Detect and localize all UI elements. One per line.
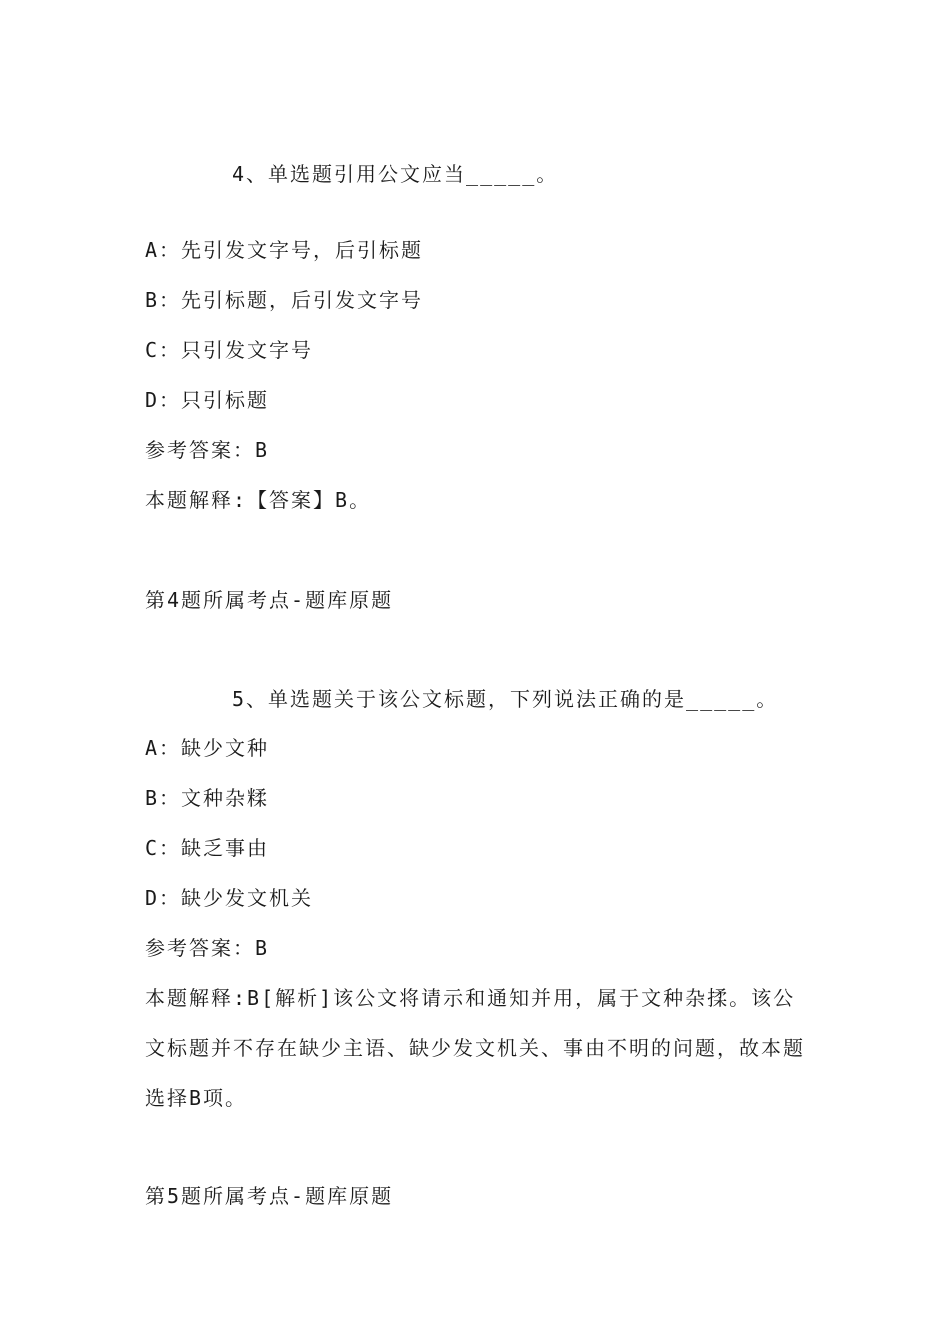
question-5-title: 5、单选题关于该公文标题，下列说法正确的是_____。 bbox=[232, 687, 779, 711]
question-4-title: 4、单选题引用公文应当_____。 bbox=[232, 162, 559, 186]
question-4-explanation: 本题解释:【答案】B。 bbox=[145, 488, 372, 512]
question-5-option-c: C：缺乏事由 bbox=[145, 836, 270, 860]
question-5-option-b: B：文种杂糅 bbox=[145, 786, 270, 810]
question-5-option-a: A：缺少文种 bbox=[145, 736, 270, 760]
question-5-option-d: D：缺少发文机关 bbox=[145, 886, 314, 910]
question-4-source: 第4题所属考点-题库原题 bbox=[145, 588, 394, 612]
question-4-option-c: C：只引发文字号 bbox=[145, 338, 314, 362]
question-5-explanation: 本题解释:B[解析]该公文将请示和通知并用，属于文种杂揉。该公文标题并不存在缺少主语、缺少发文机关、事由不明的问题，故本题选择B项。 bbox=[145, 986, 805, 1110]
question-5-answer: 参考答案：B bbox=[145, 936, 270, 960]
question-4-option-b: B：先引标题，后引发文字号 bbox=[145, 288, 424, 312]
question-4-option-a: A：先引发文字号，后引标题 bbox=[145, 238, 424, 262]
question-5-source: 第5题所属考点-题库原题 bbox=[145, 1184, 394, 1208]
question-4-answer: 参考答案：B bbox=[145, 438, 270, 462]
question-4-option-d: D：只引标题 bbox=[145, 388, 270, 412]
